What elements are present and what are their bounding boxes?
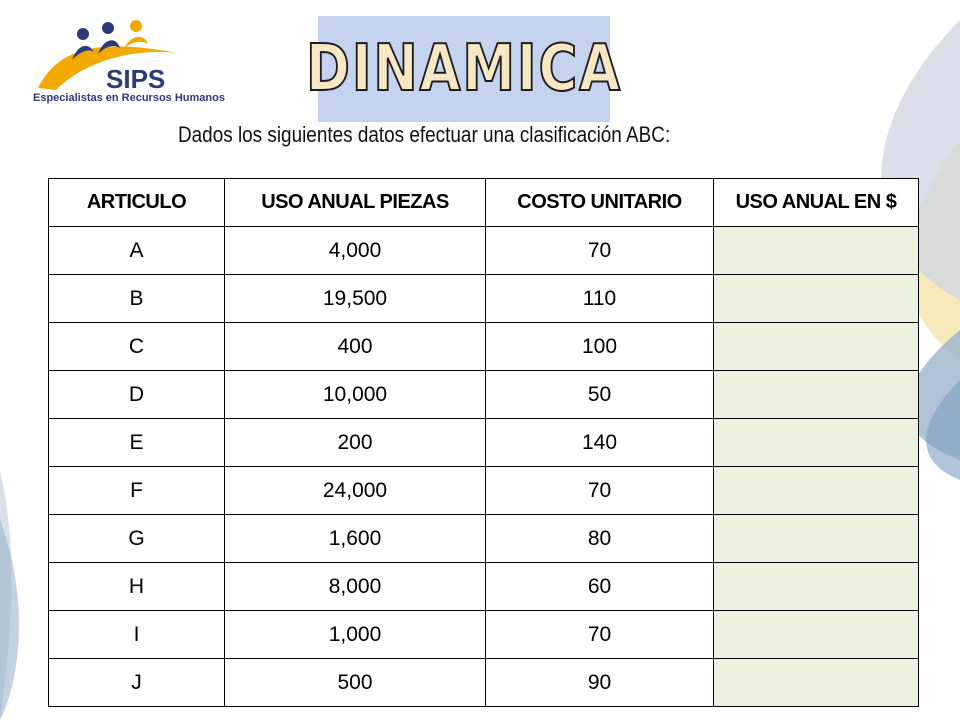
- cell-uso-anual-piezas: 4,000: [225, 227, 486, 275]
- cell-uso-anual-usd: [714, 419, 919, 467]
- cell-uso-anual-usd: [714, 611, 919, 659]
- cell-costo-unitario: 70: [486, 467, 714, 515]
- cell-costo-unitario: 70: [486, 227, 714, 275]
- cell-uso-anual-piezas: 24,000: [225, 467, 486, 515]
- cell-costo-unitario: 110: [486, 275, 714, 323]
- table-row: [49, 467, 919, 515]
- cell-costo-unitario: 50: [486, 371, 714, 419]
- cell-articulo: A: [49, 227, 225, 275]
- cell-uso-anual-usd: [714, 563, 919, 611]
- cell-articulo: B: [49, 275, 225, 323]
- cell-articulo: D: [49, 371, 225, 419]
- cell-costo-unitario: 80: [486, 515, 714, 563]
- cell-uso-anual-piezas: 8,000: [225, 563, 486, 611]
- cell-uso-anual-usd: [714, 515, 919, 563]
- table-header-row: [49, 179, 919, 227]
- cell-uso-anual-usd: [714, 467, 919, 515]
- cell-articulo: G: [49, 515, 225, 563]
- cell-costo-unitario: 140: [486, 419, 714, 467]
- table-row: [49, 275, 919, 323]
- table-row: [49, 323, 919, 371]
- table-row: [49, 659, 919, 707]
- table-row: [49, 371, 919, 419]
- cell-uso-anual-piezas: 1,600: [225, 515, 486, 563]
- abc-data-table: [48, 178, 919, 707]
- header-uso-anual-usd: USO ANUAL EN $: [714, 179, 919, 227]
- cell-uso-anual-usd: [714, 227, 919, 275]
- instruction-text: Dados los siguientes datos efectuar una clasificación ABC:: [178, 122, 671, 147]
- cell-uso-anual-usd: [714, 275, 919, 323]
- cell-uso-anual-usd: [714, 659, 919, 707]
- table-row: [49, 611, 919, 659]
- cell-uso-anual-piezas: 19,500: [225, 275, 486, 323]
- cell-uso-anual-usd: [714, 371, 919, 419]
- table-row: [49, 227, 919, 275]
- cell-uso-anual-piezas: 200: [225, 419, 486, 467]
- cell-costo-unitario: 100: [486, 323, 714, 371]
- header-uso-anual-piezas: USO ANUAL PIEZAS: [225, 179, 486, 227]
- table-row: [49, 515, 919, 563]
- cell-articulo: F: [49, 467, 225, 515]
- cell-costo-unitario: 60: [486, 563, 714, 611]
- cell-uso-anual-usd: [714, 323, 919, 371]
- logo-tagline: Especialistas en Recursos Humanos: [33, 92, 225, 104]
- cell-costo-unitario: 90: [486, 659, 714, 707]
- cell-uso-anual-piezas: 500: [225, 659, 486, 707]
- cell-uso-anual-piezas: 10,000: [225, 371, 486, 419]
- cell-articulo: C: [49, 323, 225, 371]
- cell-articulo: J: [49, 659, 225, 707]
- cell-articulo: E: [49, 419, 225, 467]
- page-title: DINAMICA: [305, 32, 623, 106]
- header-articulo: ARTICULO: [49, 179, 225, 227]
- logo-brand: SIPS: [106, 64, 166, 94]
- table-row: [49, 563, 919, 611]
- cell-articulo: H: [49, 563, 225, 611]
- header-costo-unitario: COSTO UNITARIO: [486, 179, 714, 227]
- table-row: [49, 419, 919, 467]
- cell-uso-anual-piezas: 1,000: [225, 611, 486, 659]
- cell-uso-anual-piezas: 400: [225, 323, 486, 371]
- cell-articulo: I: [49, 611, 225, 659]
- table-body: [49, 227, 919, 707]
- cell-costo-unitario: 70: [486, 611, 714, 659]
